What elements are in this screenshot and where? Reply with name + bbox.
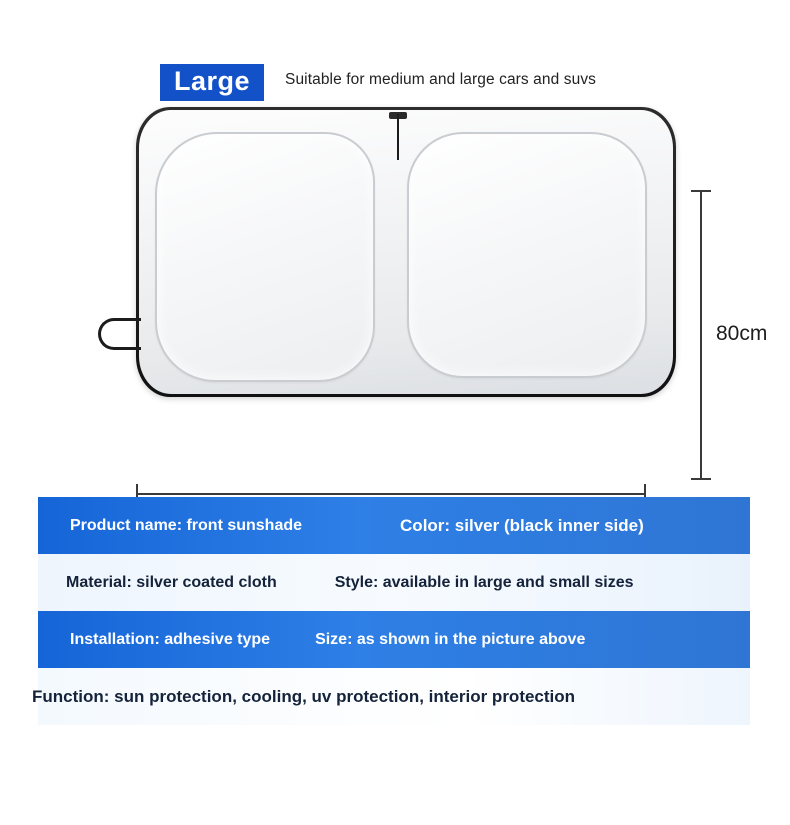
header-subtitle: Suitable for medium and large cars and suvs [285,71,597,88]
spec-color: Color: silver (black inner side) [400,515,644,535]
height-cap-bottom [691,478,711,480]
spec-style: Style: available in large and small sizes [334,573,634,591]
sunshade-panel-right [407,132,647,378]
size-badge: Large [160,64,264,101]
sunshade-panel-left [155,132,375,382]
sunshade-surface [139,110,673,394]
spec-function: Function: sun protection, cooling, uv protection, interior protection [32,686,576,706]
product-illustration [0,90,790,460]
sunshade-body [136,107,676,397]
table-row [38,554,750,611]
height-dimension-line [700,190,702,480]
spec-product-name: Product name: front sunshade [70,516,303,534]
table-row [38,611,750,668]
table-row [32,668,750,725]
spec-table [32,497,750,725]
height-dimension-label: 80cm [716,322,768,345]
spec-installation: Installation: adhesive type [70,630,271,648]
spec-size: Size: as shown in the picture above [315,630,586,648]
side-strap [98,318,141,350]
header [0,28,790,96]
height-cap-top [691,190,711,192]
center-seam [397,114,399,160]
table-row [38,497,750,554]
width-dimension-line [136,493,646,495]
spec-material: Material: silver coated cloth [66,573,277,591]
